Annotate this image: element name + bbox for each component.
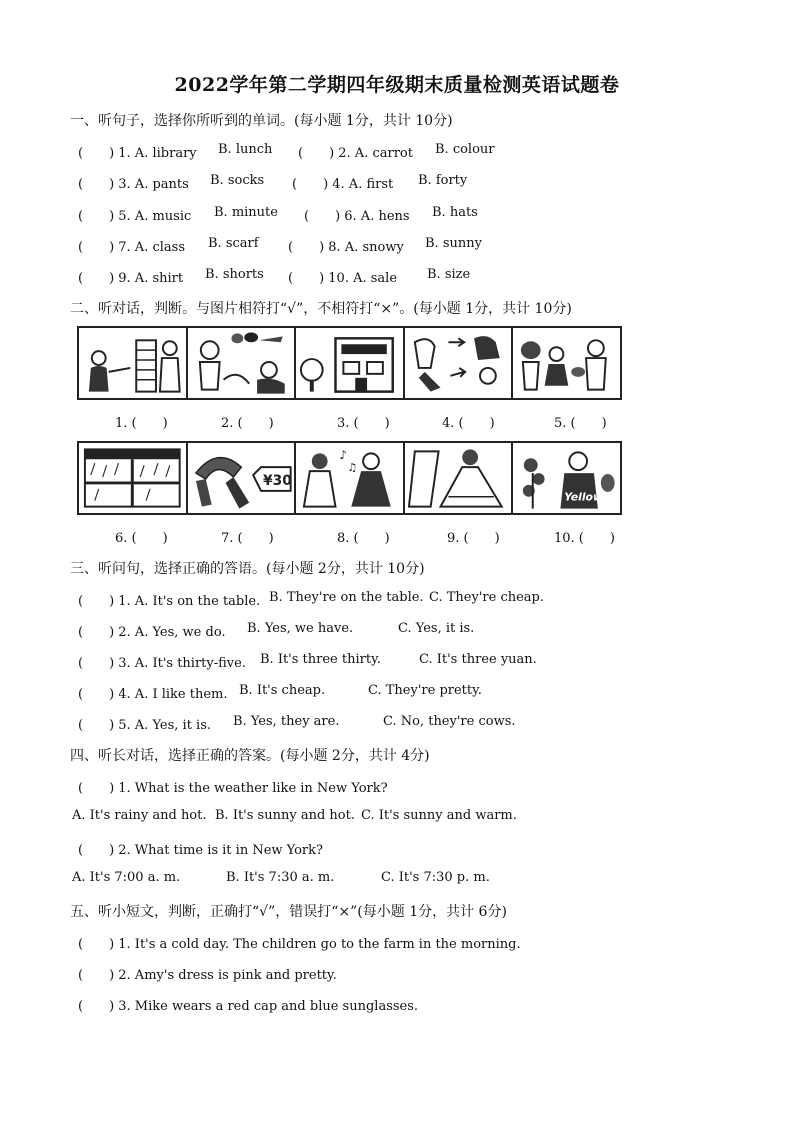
section-2-heading: 二、听对话，判断。与图片相符打“√”，不相符打“×”。(每小题 1分，共计 10分) <box>70 301 572 317</box>
section-4-heading: 四、听长对话，选择正确的答案。(每小题 2分，共计 4分) <box>70 748 430 764</box>
section-3-heading: 三、听问句，选择正确的答语。(每小题 2分，共计 10分) <box>70 561 425 577</box>
picture-strip-1 <box>77 326 622 400</box>
s5-item-1: ( ) 1. It's a cold day. The children go to the farm in the morning. <box>78 937 521 952</box>
page-title: 2022学年第二学期四年级期末质量检测英语试题卷 <box>174 74 620 96</box>
s5-item-3: ( ) 3. Mike wears a red cap and blue sunglasses. <box>78 999 419 1014</box>
picture-3-house-tree <box>296 328 405 398</box>
price-tag-text: ¥30 <box>262 472 292 489</box>
exam-page: 2022学年第二学期四年级期末质量检测英语试题卷 一、听句子，选择你所听到的单词。(每小题 1分，共计 10分) ( ) 1. A. library B. lunch ( ) 2. A. carrot B. colour ( ) 3. A. pants B. socks ( ) 4. A. first B. forty ( ) 5. A. music B. minute ( ) 6. A. hens B. hats ( ) 7. A. class B. scarf ( ) 8. A. snowy B. sunny ( ) 9. A. shirt B. shorts ( ) 10. A. sale B. size 二、听对话，判断。与图片相符打“√”，不相符打“×”。(每小题 1分，共计 10分) 1. ( ) 2. ( ) 3. ( ) 4. ( ) 5. ( ) ¥30 ♪ ♫ Yellow 6. ( ) 7. ( ) 8. ( ) 9. ( ) 10. ( ) 三、听问句，选择正确的答语。(每小题 2分，共计 10分) ( ) 1. A. It's on the table. B. They're on the table. C. They're cheap. ( ) 2. A. Yes, we do. B. Yes, we have. C. Yes, it is. ( ) 3. A. It's thirty-five. B. It's three thirty. C. It's three yuan. ( ) 4. A. I like them. B. It's cheap. C. They're pretty. ( ) 5. A. Yes, it is. B. Yes, they are. C. No, they're cows. 四、听长对话，选择正确的答案。(每小题 2分，共计 4分) ( ) 1. What is the weather like in New York? A. It's rainy and hot. B. It's sunny and hot. C. It's sunny and warm. ( ) 2. What time is it in New York? A. It's 7:00 a. m. B. It's 7:30 a. m. C. It's 7:30 p. m. 五、听小短文，判断，正确打“√”，错误打“×”(每小题 1分，共计 6分) ( ) 1. It's a cold day. The children go to the farm in the morning. ( ) 2. Amy's dress is pink and pretty. ( ) 3. Mike wears a red cap and blue sunglasses. <box>0 0 794 1123</box>
picture-2-farm-vegetables <box>188 328 297 398</box>
svg-text:♫: ♫ <box>347 461 358 475</box>
picture-4-clothes-arrows <box>405 328 514 398</box>
picture-1-teacher-library <box>79 328 188 398</box>
section-1-heading: 一、听句子，选择你所听到的单词。(每小题 1分，共计 10分) <box>70 113 453 129</box>
picture-10-boy-yellow-shirt <box>513 443 620 513</box>
picture-5-children-playing <box>513 328 620 398</box>
picture-9-girl-dress-mirror <box>405 443 514 513</box>
s4-question-1: ( ) 1. What is the weather like in New York? <box>78 781 388 796</box>
svg-text:♪: ♪ <box>339 448 348 463</box>
picture-6-rainy-window <box>79 443 188 513</box>
picture-8-girls-singing <box>296 443 405 513</box>
picture-7-scarf-price <box>188 443 297 513</box>
s5-item-2: ( ) 2. Amy's dress is pink and pretty. <box>78 968 337 983</box>
s4-question-2: ( ) 2. What time is it in New York? <box>78 843 323 858</box>
picture-strip-2 <box>77 441 622 515</box>
section-5-heading: 五、听小短文，判断，正确打“√”，错误打“×”(每小题 1分，共计 6分) <box>70 904 507 920</box>
shirt-text: Yellow <box>564 490 604 504</box>
